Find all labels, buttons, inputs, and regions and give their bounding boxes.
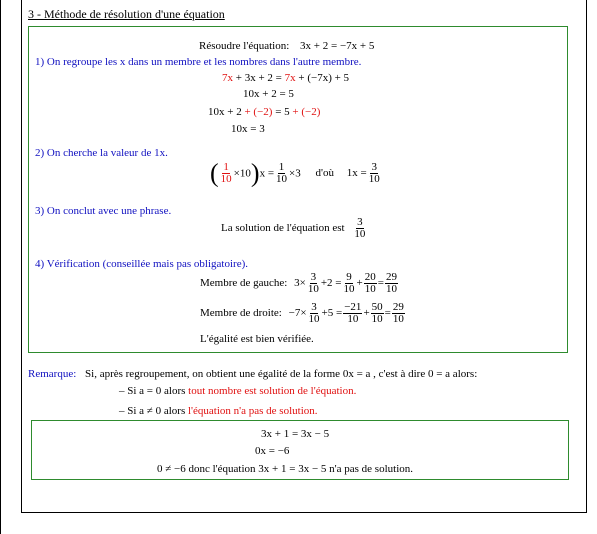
equation-expression: 3x + 2 = −7x + 5 — [300, 40, 375, 52]
step1-line3-a: 10x + 2 — [208, 106, 245, 118]
remark-case-2: – Si a ≠ 0 alors l'équation n'a pas de solution. — [119, 405, 318, 417]
step1-line3 — [208, 106, 320, 119]
step1-line1-term-d: + (−7x) + 5 — [295, 72, 350, 84]
remark-label: Remarque: — [28, 368, 77, 380]
solution-fraction: $\frac{3}{10}$ — [354, 216, 366, 240]
equation-prompt: Résoudre l'équation: — [199, 40, 290, 52]
step1-line1 — [222, 72, 349, 85]
remark-case-1: – Si a = 0 alors tout nombre est solution de l'équation. — [119, 385, 357, 397]
step3-heading: 3) On conclut avec une phrase. — [35, 205, 172, 217]
step1-heading: 1) On regroupe les x dans un membre et les nombres dans l'autre membre. — [35, 56, 362, 68]
step1-line4: 10x = 3 — [231, 123, 265, 135]
step1-line1-term-c: 7x — [284, 72, 296, 84]
left-paren: ( — [210, 158, 219, 188]
remark-text: Si, après regroupement, on obtient une égalité de la forme 0x = a , c'est à dire 0 = a alors: — [85, 368, 478, 380]
verification-conclusion: L'égalité est bien vérifiée. — [200, 333, 314, 345]
step2-formula: ( $\frac{1}{10}$ ×10)x = $\frac{1}{10}$ ×3 d'où 1x = $\frac{3}{10}$ — [210, 158, 380, 188]
example-line-2: 0x = −6 — [255, 445, 290, 457]
section-title: 3 - Méthode de résolution d'une équation — [28, 7, 225, 21]
remark-line — [28, 368, 477, 381]
step1-line3-c: = 5 — [272, 106, 293, 118]
example-line-1: 3x + 1 = 3x − 5 — [261, 428, 330, 440]
step3-sentence: La solution de l'équation est $\frac{3}{10}$ — [221, 216, 366, 240]
verification-left: Membre de gauche: 3× $\frac{3}{10}$ +2 = $\frac{9}{10}$ + $\frac{20}{10}$ = $\frac{29}{10}$ — [200, 271, 397, 295]
step1-line1-term-b: + 3x + 2 = — [233, 72, 285, 84]
verification-right: Membre de droite: −7× $\frac{3}{10}$ +5 = $\frac{-21}{10}$ + $\frac{50}{10}$ = $\frac{29}{10}$ — [200, 301, 404, 325]
fraction-1-over-10: $\frac{1}{10}$ — [220, 160, 232, 185]
step1-line2: 10x + 2 = 5 — [243, 88, 294, 100]
right-paren: ) — [250, 158, 260, 188]
step1-line1-term-a: 7x — [222, 72, 233, 84]
equation-statement — [199, 40, 374, 53]
fraction-3-over-10: $\frac{3}{10}$ — [368, 160, 380, 185]
step1-line3-d: + (−2) — [292, 106, 321, 118]
step1-line3-b: + (−2) — [244, 106, 273, 118]
dou-label: d'où — [315, 167, 334, 180]
page-left-border — [0, 0, 1, 534]
step4-heading: 4) Vérification (conseillée mais pas obligatoire). — [35, 258, 249, 270]
step2-heading: 2) On cherche la valeur de 1x. — [35, 147, 168, 159]
fraction-1-over-10-b: $\frac{1}{10}$ — [276, 160, 288, 185]
example-line-3: 0 ≠ −6 donc l'équation 3x + 1 = 3x − 5 n'a pas de solution. — [157, 463, 414, 475]
